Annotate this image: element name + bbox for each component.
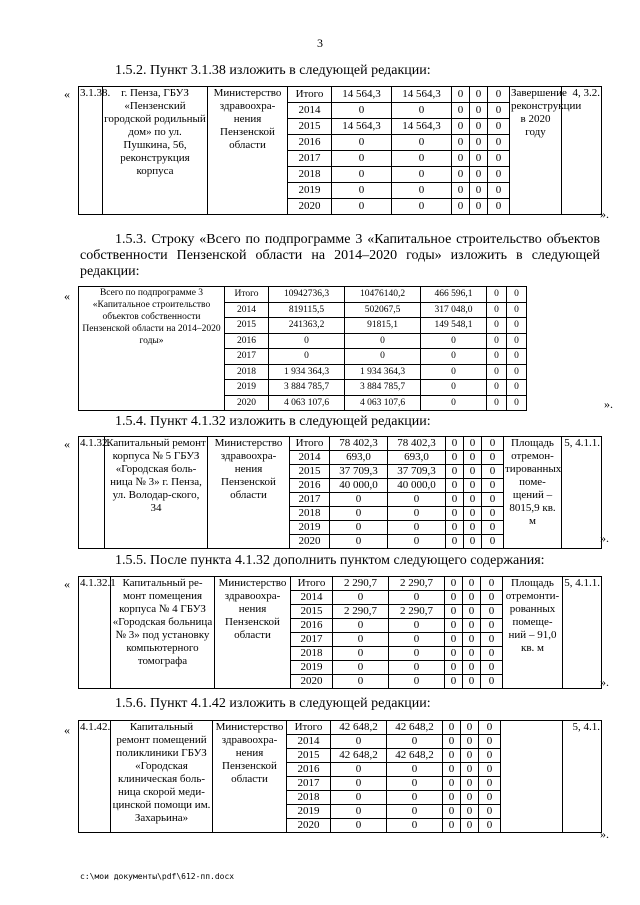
federal-budget-amount: 0: [446, 479, 464, 493]
total-amount: 40 000,0: [330, 479, 388, 493]
regional-budget-amount: 91815,1: [345, 318, 421, 334]
other-sources-amount: 0: [481, 675, 503, 689]
other-sources-amount: 0: [488, 183, 510, 199]
other-sources-amount: 0: [481, 577, 503, 591]
other-sources-amount: 0: [482, 535, 504, 549]
expected-result: [501, 721, 563, 833]
regional-budget-amount: 3 884 785,7: [345, 380, 421, 396]
year-cell: 2014: [225, 302, 269, 318]
responsible-ministry: Министерство здравоохра-нения Пензенской области: [208, 437, 290, 549]
table-item-4-1-42: [78, 720, 602, 833]
regional-budget-amount: 0: [387, 735, 443, 749]
file-path-footer: c:\мои документы\pdf\612-пп.docx: [80, 872, 235, 881]
other-sources-amount: 0: [488, 119, 510, 135]
total-amount: 0: [331, 805, 387, 819]
item-number: 4.1.32.1: [79, 577, 111, 689]
local-budget-amount: 0: [463, 675, 481, 689]
federal-budget-amount: 0: [452, 103, 470, 119]
total-amount: 42 648,2: [331, 721, 387, 735]
regional-budget-amount: 0: [392, 103, 452, 119]
year-cell: 2020: [290, 535, 330, 549]
local-budget-amount: 0: [463, 591, 481, 605]
item-number: 3.1.38.: [79, 87, 103, 215]
other-sources-amount: 0: [479, 721, 501, 735]
other-sources-amount: 0: [479, 791, 501, 805]
year-cell: 2020: [225, 395, 269, 411]
quote-close: ».: [600, 675, 609, 689]
other-sources-amount: 0: [507, 333, 527, 349]
quote-open: «: [64, 87, 70, 101]
local-budget-amount: 0: [463, 661, 481, 675]
other-sources-amount: 0: [507, 318, 527, 334]
other-sources-amount: 0: [482, 493, 504, 507]
other-sources-amount: 0: [481, 619, 503, 633]
other-sources-amount: 0: [479, 819, 501, 833]
year-cell: 2015: [290, 465, 330, 479]
regional-budget-amount: 1 934 364,3: [345, 364, 421, 380]
total-amount: 0: [331, 735, 387, 749]
regional-budget-amount: 0: [392, 135, 452, 151]
federal-budget-amount: 0: [452, 135, 470, 151]
quote-open: «: [64, 577, 70, 591]
regional-budget-amount: 0: [392, 151, 452, 167]
other-sources-amount: 0: [507, 302, 527, 318]
local-budget-amount: 0: [487, 318, 507, 334]
federal-budget-amount: 0: [443, 819, 461, 833]
year-cell: 2019: [290, 521, 330, 535]
regional-budget-amount: 4 063 107,6: [345, 395, 421, 411]
federal-budget-amount: 0: [452, 183, 470, 199]
regional-budget-amount: 0: [388, 535, 446, 549]
year-cell: 2015: [225, 318, 269, 334]
other-sources-amount: 0: [507, 349, 527, 365]
federal-budget-amount: 0: [421, 333, 487, 349]
year-cell: 2014: [291, 591, 333, 605]
table-item-4-1-32-1: [78, 576, 602, 689]
year-cell: 2017: [290, 493, 330, 507]
total-amount: 0: [331, 819, 387, 833]
federal-budget-amount: 0: [452, 151, 470, 167]
section-heading-1-5-2: 1.5.2. Пункт 3.1.38 изложить в следующей редакции:: [115, 63, 431, 78]
regional-budget-amount: 0: [389, 591, 445, 605]
other-sources-amount: 0: [479, 805, 501, 819]
total-amount: 78 402,3: [330, 437, 388, 451]
local-budget-amount: 0: [461, 763, 479, 777]
year-cell: 2017: [287, 777, 331, 791]
federal-budget-amount: 0: [421, 364, 487, 380]
total-amount: 14 564,3: [332, 119, 392, 135]
total-amount: 1 934 364,3: [269, 364, 345, 380]
table-row: [79, 287, 527, 303]
local-budget-amount: 0: [487, 395, 507, 411]
other-sources-amount: 0: [507, 395, 527, 411]
year-cell: 2015: [291, 605, 333, 619]
total-amount: 0: [333, 633, 389, 647]
other-sources-amount: 0: [481, 647, 503, 661]
regional-budget-amount: 0: [345, 349, 421, 365]
regional-budget-amount: 0: [389, 675, 445, 689]
year-cell: 2014: [288, 103, 332, 119]
other-sources-amount: 0: [488, 199, 510, 215]
other-sources-amount: 0: [481, 605, 503, 619]
regional-budget-amount: 78 402,3: [388, 437, 446, 451]
regional-budget-amount: 37 709,3: [388, 465, 446, 479]
year-cell: 2015: [287, 749, 331, 763]
local-budget-amount: 0: [464, 437, 482, 451]
other-sources-amount: 0: [482, 507, 504, 521]
year-cell: 2020: [287, 819, 331, 833]
regional-budget-amount: 0: [387, 777, 443, 791]
regional-budget-amount: 14 564,3: [392, 119, 452, 135]
regional-budget-amount: 0: [388, 493, 446, 507]
responsible-ministry: Министерство здравоохра-нения Пензенской области: [213, 721, 287, 833]
year-cell: Итого: [225, 287, 269, 303]
federal-budget-amount: 149 548,1: [421, 318, 487, 334]
local-budget-amount: 0: [461, 805, 479, 819]
other-sources-amount: 0: [482, 437, 504, 451]
regional-budget-amount: 0: [392, 183, 452, 199]
quote-close: ».: [600, 531, 609, 545]
section-heading-1-5-6: 1.5.6. Пункт 4.1.42 изложить в следующей редакции:: [115, 696, 431, 711]
local-budget-amount: 0: [461, 721, 479, 735]
local-budget-amount: 0: [470, 119, 488, 135]
year-cell: 2016: [225, 333, 269, 349]
quote-open: «: [64, 289, 70, 303]
local-budget-amount: 0: [487, 302, 507, 318]
local-budget-amount: 0: [470, 199, 488, 215]
total-amount: 0: [269, 333, 345, 349]
federal-budget-amount: 0: [445, 647, 463, 661]
other-sources-amount: 0: [479, 735, 501, 749]
federal-budget-amount: 0: [443, 791, 461, 805]
regional-budget-amount: 0: [389, 647, 445, 661]
year-cell: 2018: [288, 167, 332, 183]
year-cell: 2018: [290, 507, 330, 521]
expected-result: Площадь отремонти-рованных помеще-ний – 91,0 кв. м: [503, 577, 563, 689]
total-amount: 0: [332, 183, 392, 199]
local-budget-amount: 0: [461, 791, 479, 805]
other-sources-amount: 0: [488, 151, 510, 167]
local-budget-amount: 0: [461, 749, 479, 763]
local-budget-amount: 0: [463, 633, 481, 647]
year-cell: 2017: [225, 349, 269, 365]
regional-budget-amount: 0: [389, 633, 445, 647]
total-amount: 4 063 107,6: [269, 395, 345, 411]
total-amount: 693,0: [330, 451, 388, 465]
year-cell: 2018: [287, 791, 331, 805]
federal-budget-amount: 0: [445, 633, 463, 647]
year-cell: Итого: [290, 437, 330, 451]
year-cell: 2018: [225, 364, 269, 380]
federal-budget-amount: 0: [443, 805, 461, 819]
local-budget-amount: 0: [461, 777, 479, 791]
total-amount: 0: [331, 763, 387, 777]
federal-budget-amount: 0: [446, 437, 464, 451]
regional-budget-amount: 10476140,2: [345, 287, 421, 303]
total-amount: 0: [332, 151, 392, 167]
local-budget-amount: 0: [487, 380, 507, 396]
regional-budget-amount: 0: [388, 521, 446, 535]
object-description: г. Пенза, ГБУЗ «Пензенский городской родильный дом» по ул. Пушкина, 56, реконструкция корпуса: [103, 87, 208, 215]
total-amount: 0: [333, 661, 389, 675]
federal-budget-amount: 0: [445, 619, 463, 633]
local-budget-amount: 0: [464, 507, 482, 521]
quote-open: «: [64, 437, 70, 451]
federal-budget-amount: 0: [421, 380, 487, 396]
object-description: Капитальный ремонт помещений поликлиники ГБУЗ «Городская клиническая боль-ница скорой меди-цинской помощи им. Захарьина»: [111, 721, 213, 833]
other-sources-amount: 0: [482, 479, 504, 493]
other-sources-amount: 0: [481, 591, 503, 605]
year-cell: 2014: [290, 451, 330, 465]
local-budget-amount: 0: [487, 364, 507, 380]
other-sources-amount: 0: [481, 661, 503, 675]
year-cell: 2017: [288, 151, 332, 167]
object-description: Капитальный ре-монт помещения корпуса № 4 ГБУЗ «Городская больница № 3» под установку компьютерного томографа: [111, 577, 215, 689]
object-description: Капитальный ремонт корпуса № 5 ГБУЗ «Городская боль-ница № 3» г. Пенза, ул. Володар-ского, 34: [105, 437, 208, 549]
local-budget-amount: 0: [470, 135, 488, 151]
quote-close: ».: [600, 207, 609, 221]
indicator-reference: 5, 4.1.1.: [563, 577, 602, 689]
year-cell: 2020: [291, 675, 333, 689]
other-sources-amount: 0: [482, 465, 504, 479]
regional-budget-amount: 42 648,2: [387, 749, 443, 763]
other-sources-amount: 0: [488, 87, 510, 103]
local-budget-amount: 0: [463, 605, 481, 619]
other-sources-amount: 0: [479, 763, 501, 777]
local-budget-amount: 0: [470, 183, 488, 199]
regional-budget-amount: 0: [345, 333, 421, 349]
year-cell: 2019: [288, 183, 332, 199]
year-cell: Итого: [287, 721, 331, 735]
regional-budget-amount: 0: [392, 167, 452, 183]
total-amount: 0: [331, 777, 387, 791]
federal-budget-amount: 466 596,1: [421, 287, 487, 303]
quote-close: ».: [604, 397, 613, 411]
other-sources-amount: 0: [479, 777, 501, 791]
year-cell: 2016: [291, 619, 333, 633]
total-amount: 3 884 785,7: [269, 380, 345, 396]
federal-budget-amount: 0: [443, 777, 461, 791]
regional-budget-amount: 0: [392, 199, 452, 215]
federal-budget-amount: 0: [446, 535, 464, 549]
year-cell: 2016: [290, 479, 330, 493]
year-cell: 2019: [287, 805, 331, 819]
year-cell: Итого: [291, 577, 333, 591]
federal-budget-amount: 0: [421, 349, 487, 365]
subprogram-label: Всего по подпрограмме 3 «Капитальное строительство объектов собственности Пензенской области на 2014–2020 годы»: [79, 287, 225, 411]
other-sources-amount: 0: [507, 364, 527, 380]
total-amount: 42 648,2: [331, 749, 387, 763]
responsible-ministry: Министерство здравоохра-нения Пензенской области: [215, 577, 291, 689]
federal-budget-amount: 0: [452, 167, 470, 183]
regional-budget-amount: 14 564,3: [392, 87, 452, 103]
responsible-ministry: Министерство здравоохра-нения Пензенской области: [208, 87, 288, 215]
total-amount: 0: [332, 199, 392, 215]
year-cell: 2018: [291, 647, 333, 661]
other-sources-amount: 0: [482, 521, 504, 535]
section-heading-1-5-5: 1.5.5. После пункта 4.1.32 дополнить пунктом следующего содержания:: [115, 553, 545, 568]
federal-budget-amount: 0: [443, 749, 461, 763]
federal-budget-amount: 0: [452, 199, 470, 215]
year-cell: 2017: [291, 633, 333, 647]
total-amount: 10942736,3: [269, 287, 345, 303]
other-sources-amount: 0: [488, 135, 510, 151]
table-row: [79, 87, 602, 103]
year-cell: 2020: [288, 199, 332, 215]
local-budget-amount: 0: [464, 451, 482, 465]
federal-budget-amount: 0: [446, 507, 464, 521]
regional-budget-amount: 2 290,7: [389, 577, 445, 591]
year-cell: 2019: [291, 661, 333, 675]
local-budget-amount: 0: [464, 465, 482, 479]
local-budget-amount: 0: [470, 167, 488, 183]
federal-budget-amount: 0: [443, 763, 461, 777]
total-amount: 2 290,7: [333, 605, 389, 619]
indicator-reference: 5, 4.1.: [563, 721, 602, 833]
other-sources-amount: 0: [507, 287, 527, 303]
other-sources-amount: 0: [479, 749, 501, 763]
total-amount: 0: [333, 675, 389, 689]
indicator-reference: 4, 3.2.: [562, 87, 602, 215]
other-sources-amount: 0: [507, 380, 527, 396]
quote-open: «: [64, 723, 70, 737]
total-amount: 0: [332, 135, 392, 151]
federal-budget-amount: 0: [443, 735, 461, 749]
federal-budget-amount: 0: [445, 605, 463, 619]
local-budget-amount: 0: [487, 333, 507, 349]
table-item-4-1-32: [78, 436, 602, 549]
year-cell: Итого: [288, 87, 332, 103]
regional-budget-amount: 0: [389, 661, 445, 675]
section-heading-1-5-3: 1.5.3. Строку «Всего по подпрограмме 3 «Капитальное строительство объектов собственности Пензенской области на 2014–2020 годы» изложить в следующей редакции:: [80, 232, 600, 279]
year-cell: 2016: [287, 763, 331, 777]
other-sources-amount: 0: [488, 103, 510, 119]
local-budget-amount: 0: [461, 735, 479, 749]
total-amount: 819115,5: [269, 302, 345, 318]
total-amount: 14 564,3: [332, 87, 392, 103]
federal-budget-amount: 0: [452, 87, 470, 103]
item-number: 4.1.32.: [79, 437, 105, 549]
federal-budget-amount: 0: [452, 119, 470, 135]
page-number: 3: [317, 36, 323, 50]
item-number: 4.1.42.: [79, 721, 111, 833]
total-amount: 37 709,3: [330, 465, 388, 479]
year-cell: 2014: [287, 735, 331, 749]
table-row: [79, 577, 602, 591]
total-amount: 0: [331, 791, 387, 805]
year-cell: 2019: [225, 380, 269, 396]
section-heading-1-5-4: 1.5.4. Пункт 4.1.32 изложить в следующей редакции:: [115, 414, 431, 429]
other-sources-amount: 0: [482, 451, 504, 465]
regional-budget-amount: 693,0: [388, 451, 446, 465]
federal-budget-amount: 0: [445, 577, 463, 591]
local-budget-amount: 0: [463, 577, 481, 591]
indicator-reference: 5, 4.1.1.: [562, 437, 602, 549]
federal-budget-amount: 0: [445, 591, 463, 605]
local-budget-amount: 0: [464, 493, 482, 507]
other-sources-amount: 0: [488, 167, 510, 183]
expected-result: Площадь отремон-тированных поме-щений – 8015,9 кв. м: [504, 437, 562, 549]
table-subprogram-3-total: [78, 286, 527, 411]
quote-close: ».: [600, 827, 609, 841]
year-cell: 2015: [288, 119, 332, 135]
local-budget-amount: 0: [464, 521, 482, 535]
total-amount: 0: [330, 535, 388, 549]
regional-budget-amount: 0: [388, 507, 446, 521]
regional-budget-amount: 0: [389, 619, 445, 633]
federal-budget-amount: 0: [445, 661, 463, 675]
other-sources-amount: 0: [481, 633, 503, 647]
regional-budget-amount: 502067,5: [345, 302, 421, 318]
federal-budget-amount: 317 048,0: [421, 302, 487, 318]
table-row: [79, 437, 602, 451]
local-budget-amount: 0: [470, 103, 488, 119]
regional-budget-amount: 40 000,0: [388, 479, 446, 493]
table-item-3-1-38: [78, 86, 602, 215]
table-row: [79, 721, 602, 735]
local-budget-amount: 0: [470, 151, 488, 167]
federal-budget-amount: 0: [421, 395, 487, 411]
total-amount: 0: [333, 647, 389, 661]
total-amount: 0: [269, 349, 345, 365]
federal-budget-amount: 0: [445, 675, 463, 689]
federal-budget-amount: 0: [446, 465, 464, 479]
total-amount: 0: [332, 167, 392, 183]
total-amount: 2 290,7: [333, 577, 389, 591]
regional-budget-amount: 2 290,7: [389, 605, 445, 619]
regional-budget-amount: 0: [387, 819, 443, 833]
local-budget-amount: 0: [470, 87, 488, 103]
total-amount: 0: [333, 619, 389, 633]
local-budget-amount: 0: [464, 479, 482, 493]
local-budget-amount: 0: [464, 535, 482, 549]
local-budget-amount: 0: [463, 619, 481, 633]
total-amount: 241363,2: [269, 318, 345, 334]
total-amount: 0: [330, 507, 388, 521]
local-budget-amount: 0: [487, 349, 507, 365]
local-budget-amount: 0: [461, 819, 479, 833]
local-budget-amount: 0: [487, 287, 507, 303]
regional-budget-amount: 0: [387, 763, 443, 777]
federal-budget-amount: 0: [446, 451, 464, 465]
expected-result: Завершение реконструкции в 2020 году: [510, 87, 562, 215]
federal-budget-amount: 0: [446, 493, 464, 507]
total-amount: 0: [332, 103, 392, 119]
regional-budget-amount: 0: [387, 791, 443, 805]
regional-budget-amount: 0: [387, 805, 443, 819]
federal-budget-amount: 0: [443, 721, 461, 735]
total-amount: 0: [333, 591, 389, 605]
local-budget-amount: 0: [463, 647, 481, 661]
total-amount: 0: [330, 493, 388, 507]
regional-budget-amount: 42 648,2: [387, 721, 443, 735]
year-cell: 2016: [288, 135, 332, 151]
federal-budget-amount: 0: [446, 521, 464, 535]
total-amount: 0: [330, 521, 388, 535]
